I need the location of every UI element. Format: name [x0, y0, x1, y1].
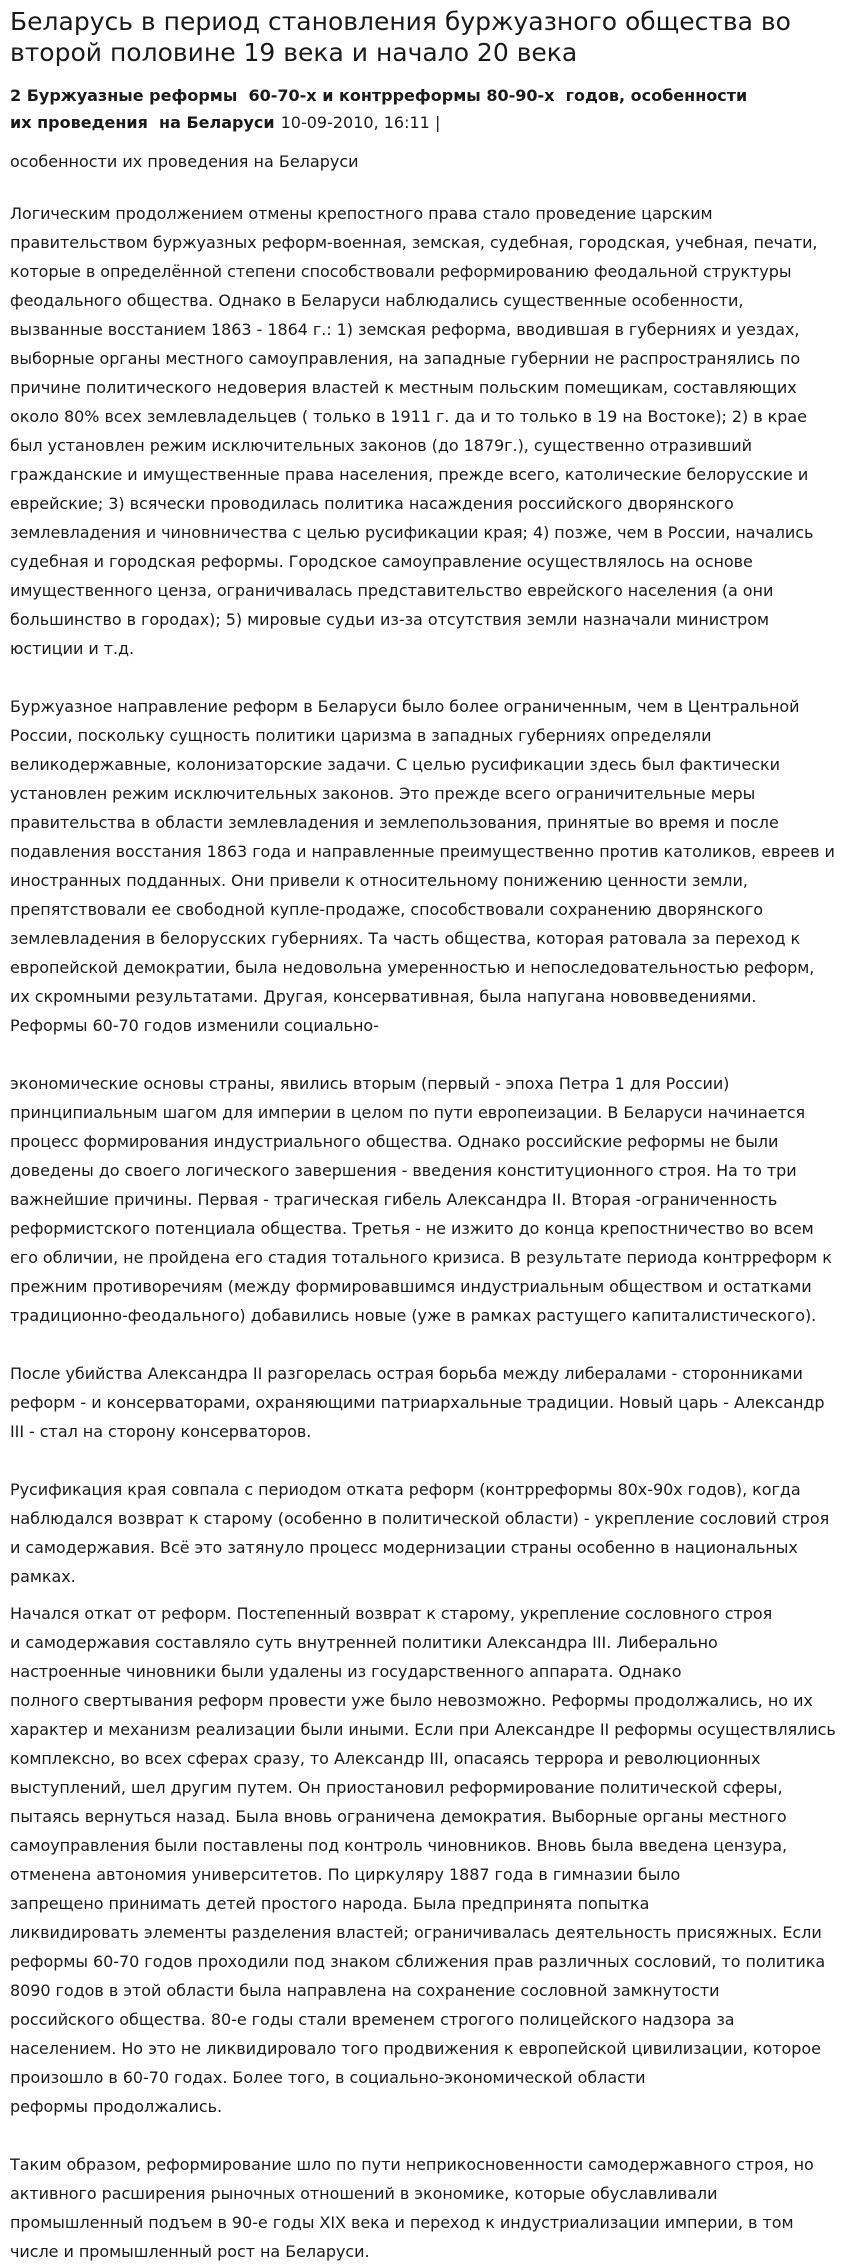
paragraph-line: и самодержавия. Всё это затянуло процесс модернизации страны особенно в национальных [10, 1538, 798, 1557]
paragraph-line: самоуправления были поставлены под контроль чиновников. Вновь была введена цензура, [10, 1836, 788, 1855]
paragraph-line: еврейские; 3) всячески проводилась политика насаждения российского дворянского [10, 494, 734, 513]
paragraph-line: доведены до своего логического завершения - введения конституционного строя. На то три [10, 1161, 797, 1180]
paragraph-line: принципиальным шагом для империи в целом по пути европеизации. В Беларуси начинается [10, 1103, 806, 1122]
paragraph-line: которые в определённой степени способствовали реформированию феодальной структуры [10, 262, 792, 281]
paragraph-line: традиционно-феодального) добавились новые (уже в рамках растущего капиталистического). [10, 1306, 817, 1325]
paragraph-line: землевладения в белорусских губерниях. Та часть общества, которая ратовала за переход к [10, 929, 801, 948]
paragraph-line: препятствовали ее свободной купле-продаже, способствовали сохранению дворянского [10, 900, 764, 919]
paragraph-line: установлен режим исключительных законов. Это прежде всего ограничительные меры [10, 784, 756, 803]
paragraph-line: отменена автономия университетов. По циркуляру 1887 года в гимназии было [10, 1865, 681, 1884]
paragraph-line: правительством буржуазных реформ-военная, земская, судебная, городская, учебная, печати, [10, 233, 818, 252]
paragraph-line: числе и промышленный рост на Беларуси. [10, 2242, 370, 2261]
paragraph [10, 199, 831, 663]
paragraph [10, 1475, 831, 1591]
paragraph-line: запрещено принимать детей простого народа. Была предпринята попытка [10, 1894, 650, 1913]
paragraph-line: процесс формирования индустриального общества. Однако российские реформы не были [10, 1132, 779, 1151]
paragraph-line: населением. Но это не ликвидировало того продвижения к европейской цивилизации, которое [10, 2039, 821, 2058]
paragraph-line: 8090 годов в этой области была направлена на сохранение сословной замкнутости [10, 1981, 720, 2000]
article-title: Беларусь в период становления буржуазного общества во второй половине 19 века и начало 20 века [10, 7, 791, 67]
paragraph-line: реформы продолжались. [10, 2097, 223, 2116]
paragraph-line: рамках. [10, 1567, 76, 1586]
article-body [10, 199, 836, 2266]
paragraph [10, 1069, 831, 1330]
paragraph-line: судебная и городская реформы. Городское самоуправление осуществлялось на основе [10, 552, 753, 571]
paragraph-line: активного расширения рыночных отношений в экономике, которые обуславливали [10, 2184, 718, 2203]
paragraph-line: выступлений, шел другим путем. Он приостановил реформирование политической сферы, [10, 1778, 783, 1797]
paragraph-line: вызванные восстанием 1863 - 1864 г.: 1) земская реформа, вводившая в губерниях и уездах, [10, 320, 800, 339]
publish-date: 10-09-2010, 16:11 | [280, 113, 441, 132]
paragraph-line: землевладения и чиновничества с целью русификации края; 4) позже, чем в России, начались [10, 523, 814, 542]
paragraph-line: и самодержавия составляло суть внутренней политики Александра III. Либерально [10, 1633, 718, 1652]
paragraph-line: европейской демократии, была недовольна умеренностью и непоследовательностью реформ, [10, 958, 815, 977]
paragraph-line: их скромными результатами. Другая, консервативная, была напугана нововведениями. [10, 987, 757, 1006]
subtitle-line-1: 2 Буржуазные реформы 60-70-х и контрреформы 80-90-х годов, особенности [10, 86, 748, 105]
paragraph-line: характер и механизм реализации были иными. Если при Александре II реформы осуществлялись [10, 1720, 836, 1739]
paragraph-line: юстиции и т.д. [10, 639, 135, 658]
paragraph-line: промышленный подъем в 90-е годы XIX века и переход к индустриализации империи, в том [10, 2213, 794, 2232]
paragraph-line: Русификация края совпала с периодом отката реформ (контрреформы 80х-90х годов), когда [10, 1480, 801, 1499]
paragraph-line: III - стал на сторону консерваторов. [10, 1422, 312, 1441]
paragraph-line: Логическим продолжением отмены крепостного права стало проведение царским [10, 204, 713, 223]
paragraph-line: выборные органы местного самоуправления, на западные губернии не распространялись по [10, 349, 801, 368]
paragraph-line: его обличии, не пройдена его стадия тотального кризиса. В результате периода контрреформ к [10, 1248, 832, 1267]
paragraph [10, 692, 835, 1040]
paragraph-line: гражданские и имущественные права населения, прежде всего, католические белорусские и [10, 465, 809, 484]
paragraph-line: реформистского потенциала общества. Третья - не изжито до конца крепостничество во всем [10, 1219, 814, 1238]
paragraph-line: комплексно, во всех сферах сразу, то Александр III, опасаясь террора и революционных [10, 1749, 761, 1768]
paragraph-line: великодержавные, колонизаторские задачи. С целью русификации здесь был фактически [10, 755, 780, 774]
paragraph [10, 1599, 836, 2121]
paragraph-line: важнейшие причины. Первая - трагическая гибель Александра II. Вторая -ограниченность [10, 1190, 778, 1209]
paragraph-line: феодального общества. Однако в Беларуси наблюдались существенные особенности, [10, 291, 744, 310]
paragraph-line: прежним противоречиям (между формировавшимся индустриальным обществом и остатками [10, 1277, 812, 1296]
paragraph-line: большинство в городах); 5) мировые судьи из-за отсутствия земли назначали министром [10, 610, 769, 629]
paragraph-line: настроенные чиновники были удалены из государственного аппарата. Однако [10, 1662, 682, 1681]
paragraph-line: Буржуазное направление реформ в Беларуси было более ограниченным, чем в Центральной [10, 697, 800, 716]
paragraph [10, 1359, 831, 1446]
article-intro: особенности их проведения на Беларуси [10, 152, 359, 171]
paragraph-line: наблюдался возврат к старому (особенно в политической области) - укрепление сословий строя [10, 1509, 830, 1528]
paragraph-line: иностранных подданных. Они привели к относительному понижению ценности земли, [10, 871, 748, 890]
paragraph-line: После убийства Александра II разгорелась острая борьба между либералами - сторонниками [10, 1364, 803, 1383]
subtitle-line-2: их проведения на Беларуси [10, 113, 275, 132]
paragraph-line: полного свертывания реформ провести уже было невозможно. Реформы продолжались, но их [10, 1691, 813, 1710]
paragraph-line: Реформы 60-70 годов изменили социально- [10, 1016, 379, 1035]
paragraph-line: России, поскольку сущность политики царизма в западных губерниях определяли [10, 726, 712, 745]
paragraph-line: Начался откат от реформ. Постепенный возврат к старому, укрепление сословного строя [10, 1604, 773, 1623]
paragraph-line: пытаясь вернуться назад. Была вновь ограничена демократия. Выборные органы местного [10, 1807, 787, 1826]
paragraph-line: Таким образом, реформирование шло по пути неприкосновенности самодержавного строя, но [10, 2155, 814, 2174]
paragraph-line: ликвидировать элементы разделения властей; ограничивалась деятельность присяжных. Если [10, 1923, 822, 1942]
paragraph-line: реформы 60-70 годов проходили под знаком сближения прав различных сословий, то политика [10, 1952, 826, 1971]
paragraph-line: подавления восстания 1863 года и направленные преимущественно против католиков, евреев и [10, 842, 835, 861]
paragraph-line: около 80% всех землевладельцев ( только в 1911 г. да и то только в 19 на Востоке); 2) в крае [10, 407, 807, 426]
paragraph-line: правительства в области землевладения и землепользования, принятые во время и после [10, 813, 779, 832]
paragraph-line: имущественного ценза, ограничивалась представительство еврейского населения (а они [10, 581, 774, 600]
article-meta [10, 82, 831, 136]
paragraph-line: реформ - и консерваторами, охраняющими патриархальные традиции. Новый царь - Александр [10, 1393, 825, 1412]
paragraph-line: произошло в 60-70 годах. Более того, в социально-экономической области [10, 2068, 646, 2087]
paragraph-line: экономические основы страны, явились вторым (первый - эпоха Петра 1 для России) [10, 1074, 730, 1093]
paragraph-line: был установлен режим исключительных законов (до 1879г.), существенно отразивший [10, 436, 752, 455]
paragraph-line: причине политического недоверия властей к местным польским помещикам, составляющих [10, 378, 797, 397]
paragraph-line: российского общества. 80-е годы стали временем строгого полицейского надзора за [10, 2010, 735, 2029]
